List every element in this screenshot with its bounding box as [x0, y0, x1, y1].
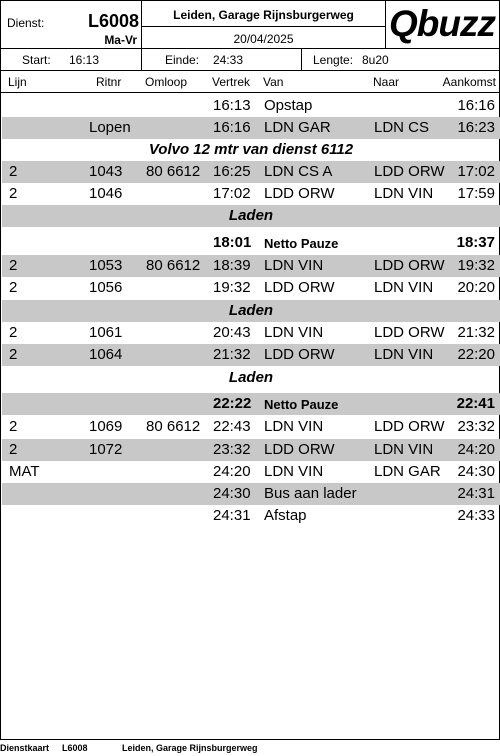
banner-text: Volvo 12 mtr van dienst 6112 — [148, 141, 354, 158]
cell-aan: 24:30 — [457, 463, 495, 480]
vehicle-banner — [2, 139, 500, 161]
cell-aan: 22:41 — [456, 395, 495, 412]
cell-lijn: 2 — [9, 185, 18, 202]
cell-van: LDN VIN — [264, 463, 324, 480]
cell-ver: 16:16 — [213, 119, 251, 136]
column-header — [1, 71, 500, 93]
trip-row — [2, 183, 500, 205]
divider — [142, 26, 385, 27]
cell-van: LDN VIN — [264, 324, 324, 341]
charging-banner — [2, 205, 500, 227]
duty-label: Dienst: — [7, 16, 45, 30]
cell-naar: LDD ORW — [374, 163, 445, 180]
duty-id-block — [1, 1, 142, 49]
banner-text: Laden — [228, 369, 274, 386]
cell-ver: 20:43 — [213, 324, 251, 341]
cell-ver: 22:43 — [213, 418, 251, 435]
cell-aan: 16:16 — [457, 97, 495, 114]
cell-van: Netto Pauze — [264, 236, 339, 251]
cell-ver: 21:32 — [213, 346, 251, 363]
footer-label: Dienstkaart — [0, 743, 50, 753]
duty-summary-bar — [1, 49, 500, 71]
cell-aan: 24:33 — [457, 507, 495, 524]
cell-lijn: 2 — [9, 163, 18, 180]
cell-ver: 19:32 — [213, 279, 251, 296]
trip-row — [2, 95, 500, 117]
cell-aan: 22:20 — [457, 346, 495, 363]
trip-row — [2, 322, 500, 344]
start-cell — [1, 49, 142, 71]
page-footer — [0, 740, 500, 756]
footer-garage: Leiden, Garage Rijnsburgerweg — [122, 743, 258, 753]
trip-row — [2, 117, 500, 139]
qbuzz-logo: Qbuzz — [389, 3, 495, 44]
cell-van: LDN CS A — [264, 163, 333, 180]
cell-lijn: 2 — [9, 257, 18, 274]
cell-lijn: 2 — [9, 324, 18, 341]
cell-van: Opstap — [264, 97, 313, 114]
col-ritnr: Ritnr — [96, 75, 122, 89]
start-label: Start: — [22, 53, 51, 67]
pause-row — [2, 232, 500, 254]
cell-oml: 80 6612 — [146, 418, 201, 435]
length-label: Lengte: — [313, 53, 354, 67]
length-value: 8u20 — [362, 53, 389, 67]
col-vertrek: Vertrek — [212, 75, 251, 89]
cell-ver: 24:30 — [213, 485, 251, 502]
cell-rit: 1064 — [89, 346, 123, 363]
cell-ver: 23:32 — [213, 441, 251, 458]
cell-aan: 18:37 — [456, 234, 495, 251]
cell-ver: 18:39 — [213, 257, 251, 274]
cell-aan: 17:02 — [457, 163, 495, 180]
cell-aan: 19:32 — [457, 257, 495, 274]
charging-banner — [2, 300, 500, 322]
cell-naar: LDN VIN — [374, 441, 434, 458]
garage-date-block — [142, 1, 386, 49]
cell-van: Afstap — [264, 507, 307, 524]
col-omloop: Omloop — [145, 75, 188, 89]
cell-oml: 80 6612 — [146, 163, 201, 180]
cell-van: LDN VIN — [264, 418, 324, 435]
col-van: Van — [263, 75, 284, 89]
cell-naar: LDD ORW — [374, 257, 445, 274]
banner-text: Laden — [228, 207, 274, 224]
trip-row — [2, 505, 500, 527]
cell-lijn: 2 — [9, 346, 18, 363]
cell-naar: LDD ORW — [374, 418, 445, 435]
cell-rit: 1053 — [89, 257, 123, 274]
cell-lijn: MAT — [9, 463, 40, 480]
cell-naar: LDN VIN — [374, 346, 434, 363]
cell-naar: LDN GAR — [374, 463, 441, 480]
cell-aan: 20:20 — [457, 279, 495, 296]
cell-van: LDN GAR — [264, 119, 331, 136]
banner-text: Laden — [228, 302, 274, 319]
start-value: 16:13 — [69, 53, 100, 67]
footer-code: L6008 — [62, 743, 88, 753]
cell-van: LDD ORW — [264, 185, 335, 202]
duty-date: 20/04/2025 — [233, 32, 294, 46]
cell-rit: 1069 — [89, 418, 123, 435]
cell-aan: 24:31 — [457, 485, 495, 502]
cell-ver: 24:20 — [213, 463, 251, 480]
col-naar: Naar — [373, 75, 400, 89]
cell-van: LDD ORW — [264, 441, 335, 458]
cell-ver: 18:01 — [213, 234, 252, 251]
col-aankomst: Aankomst — [442, 75, 496, 89]
cell-rit: 1072 — [89, 441, 123, 458]
cell-naar: LDN CS — [374, 119, 430, 136]
cell-rit: Lopen — [89, 119, 131, 136]
cell-rit: 1061 — [89, 324, 123, 341]
cell-ver: 16:13 — [213, 97, 251, 114]
cell-naar: LDN VIN — [374, 185, 434, 202]
cell-van: Bus aan lader — [264, 485, 357, 502]
length-cell — [302, 49, 500, 71]
cell-rit: 1046 — [89, 185, 123, 202]
pause-row — [2, 393, 500, 415]
cell-van: Netto Pauze — [264, 397, 339, 412]
cell-lijn: 2 — [9, 279, 18, 296]
trip-row — [2, 483, 500, 505]
cell-lijn: 2 — [9, 441, 18, 458]
cell-van: LDD ORW — [264, 279, 335, 296]
logo-block — [386, 1, 500, 49]
duty-code: L6008 — [87, 11, 139, 31]
cell-ver: 22:22 — [213, 395, 252, 412]
end-label: Einde: — [165, 53, 200, 67]
cell-ver: 24:31 — [213, 507, 251, 524]
duty-days: Ma-Vr — [104, 33, 137, 47]
cell-rit: 1043 — [89, 163, 123, 180]
trip-row — [2, 161, 500, 183]
cell-rit: 1056 — [89, 279, 123, 296]
trip-row — [2, 439, 500, 461]
trip-row — [2, 255, 500, 277]
garage-name: Leiden, Garage Rijnsburgerweg — [173, 8, 354, 22]
end-value: 24:33 — [213, 53, 244, 67]
trip-row — [2, 416, 500, 438]
cell-aan: 24:20 — [457, 441, 495, 458]
cell-oml: 80 6612 — [146, 257, 201, 274]
cell-van: LDN VIN — [264, 257, 324, 274]
cell-ver: 16:25 — [213, 163, 251, 180]
cell-naar: LDD ORW — [374, 324, 445, 341]
col-lijn: Lijn — [8, 75, 27, 89]
trip-row — [2, 461, 500, 483]
trip-row — [2, 277, 500, 299]
cell-lijn: 2 — [9, 418, 18, 435]
cell-aan: 17:59 — [457, 185, 495, 202]
cell-aan: 16:23 — [457, 119, 495, 136]
trip-row — [2, 344, 500, 366]
cell-aan: 21:32 — [457, 324, 495, 341]
cell-naar: LDN VIN — [374, 279, 434, 296]
charging-banner — [2, 367, 500, 389]
end-cell — [142, 49, 302, 71]
cell-van: LDD ORW — [264, 346, 335, 363]
cell-ver: 17:02 — [213, 185, 251, 202]
cell-aan: 23:32 — [457, 418, 495, 435]
